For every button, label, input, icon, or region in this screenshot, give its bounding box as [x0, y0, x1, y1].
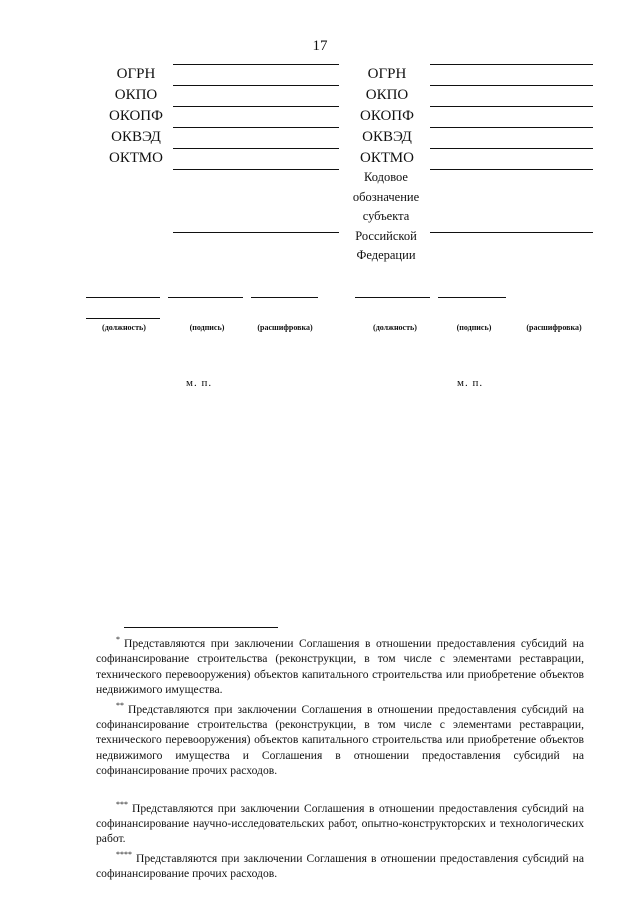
footnote-3-mark: ***	[116, 799, 128, 809]
okpo-label: ОКПО	[114, 87, 158, 103]
okved-label: ОКВЭД	[362, 129, 412, 145]
left-position-line[interactable]	[86, 297, 160, 298]
okved-label: ОКВЭД	[111, 129, 161, 145]
left-signature-line[interactable]	[168, 297, 243, 298]
left-decoding-label: (расшифровка)	[257, 323, 313, 332]
right-okved-field[interactable]	[430, 127, 593, 128]
right-oktmo-field-extra[interactable]	[430, 169, 593, 170]
footnote-2-text: Представляются при заключении Соглашения в отношении предоставления субсидий на софинансирование строительства (реконструкции, в том числе с элементами реставрации, технического перевооружения) объектов капитального строительства или приобретение объектов недвижимого имущества и Соглашения в отношении предоставления субсидий на софинансирование прочих расходов.	[96, 702, 584, 778]
okopf-label: ОКОПФ	[360, 108, 414, 124]
footnote-1-text: Представляются при заключении Соглашения в отношении предоставления субсидий на софинансирование строительства (реконструкции, в том числе с элементами реставрации, технического перевооружения) объектов капитального строительства или приобретение объектов недвижимого имущества.	[96, 637, 584, 697]
right-signature-line[interactable]	[438, 297, 506, 298]
left-oktmo-field[interactable]	[173, 148, 339, 149]
right-requisites-labels	[352, 64, 422, 169]
left-position-label: (должность)	[102, 323, 146, 332]
right-position-label: (должность)	[373, 323, 417, 332]
page-number: 17	[312, 38, 328, 54]
ogrn-label: ОГРН	[116, 66, 156, 82]
right-position-line[interactable]	[355, 297, 430, 298]
okpo-label: ОКПО	[365, 87, 409, 103]
left-position-line-2[interactable]	[86, 318, 160, 319]
left-region-code-field[interactable]	[173, 232, 339, 233]
footnote-separator	[124, 627, 278, 628]
ogrn-label: ОГРН	[367, 66, 407, 82]
left-okopf-field[interactable]	[173, 106, 339, 107]
oktmo-label: ОКТМО	[360, 150, 414, 166]
footnote-3	[96, 797, 584, 847]
footnote-4	[96, 847, 584, 882]
left-okved-field[interactable]	[173, 127, 339, 128]
right-region-code-field[interactable]	[430, 232, 593, 233]
right-signature-label: (подпись)	[456, 323, 492, 332]
footnote-1-mark: *	[116, 635, 120, 644]
footnote-4-mark: ****	[116, 849, 132, 859]
right-stamp-label: м. п.	[457, 377, 484, 389]
footnotes	[96, 632, 584, 882]
footnote-3-text: Представляются при заключении Соглашения в отношении предоставления субсидий на софинансирование научно-исследовательских работ, опытно-конструкторских и технологических работ.	[96, 801, 584, 846]
footnote-2	[96, 698, 584, 779]
footnote-2-mark: **	[116, 700, 124, 710]
left-oktmo-field-extra[interactable]	[173, 169, 339, 170]
right-oktmo-field[interactable]	[430, 148, 593, 149]
region-code-note: Кодовое обозначение субъекта Российской Федерации	[352, 170, 420, 262]
left-decoding-line[interactable]	[251, 297, 318, 298]
left-okpo-field[interactable]	[173, 85, 339, 86]
right-okpo-field[interactable]	[430, 85, 593, 86]
footnote-1	[96, 632, 584, 698]
left-signature-label: (подпись)	[189, 323, 225, 332]
left-requisites-labels	[101, 64, 171, 169]
right-ogrn-field[interactable]	[430, 64, 593, 65]
footnote-4-text: Представляются при заключении Соглашения в отношении предоставления субсидий на софинансирование прочих расходов.	[96, 851, 584, 881]
right-decoding-label: (расшифровка)	[526, 323, 582, 332]
right-okopf-field[interactable]	[430, 106, 593, 107]
okopf-label: ОКОПФ	[109, 108, 163, 124]
left-stamp-label: м. п.	[186, 377, 213, 389]
oktmo-label: ОКТМО	[109, 150, 163, 166]
left-ogrn-field[interactable]	[173, 64, 339, 65]
